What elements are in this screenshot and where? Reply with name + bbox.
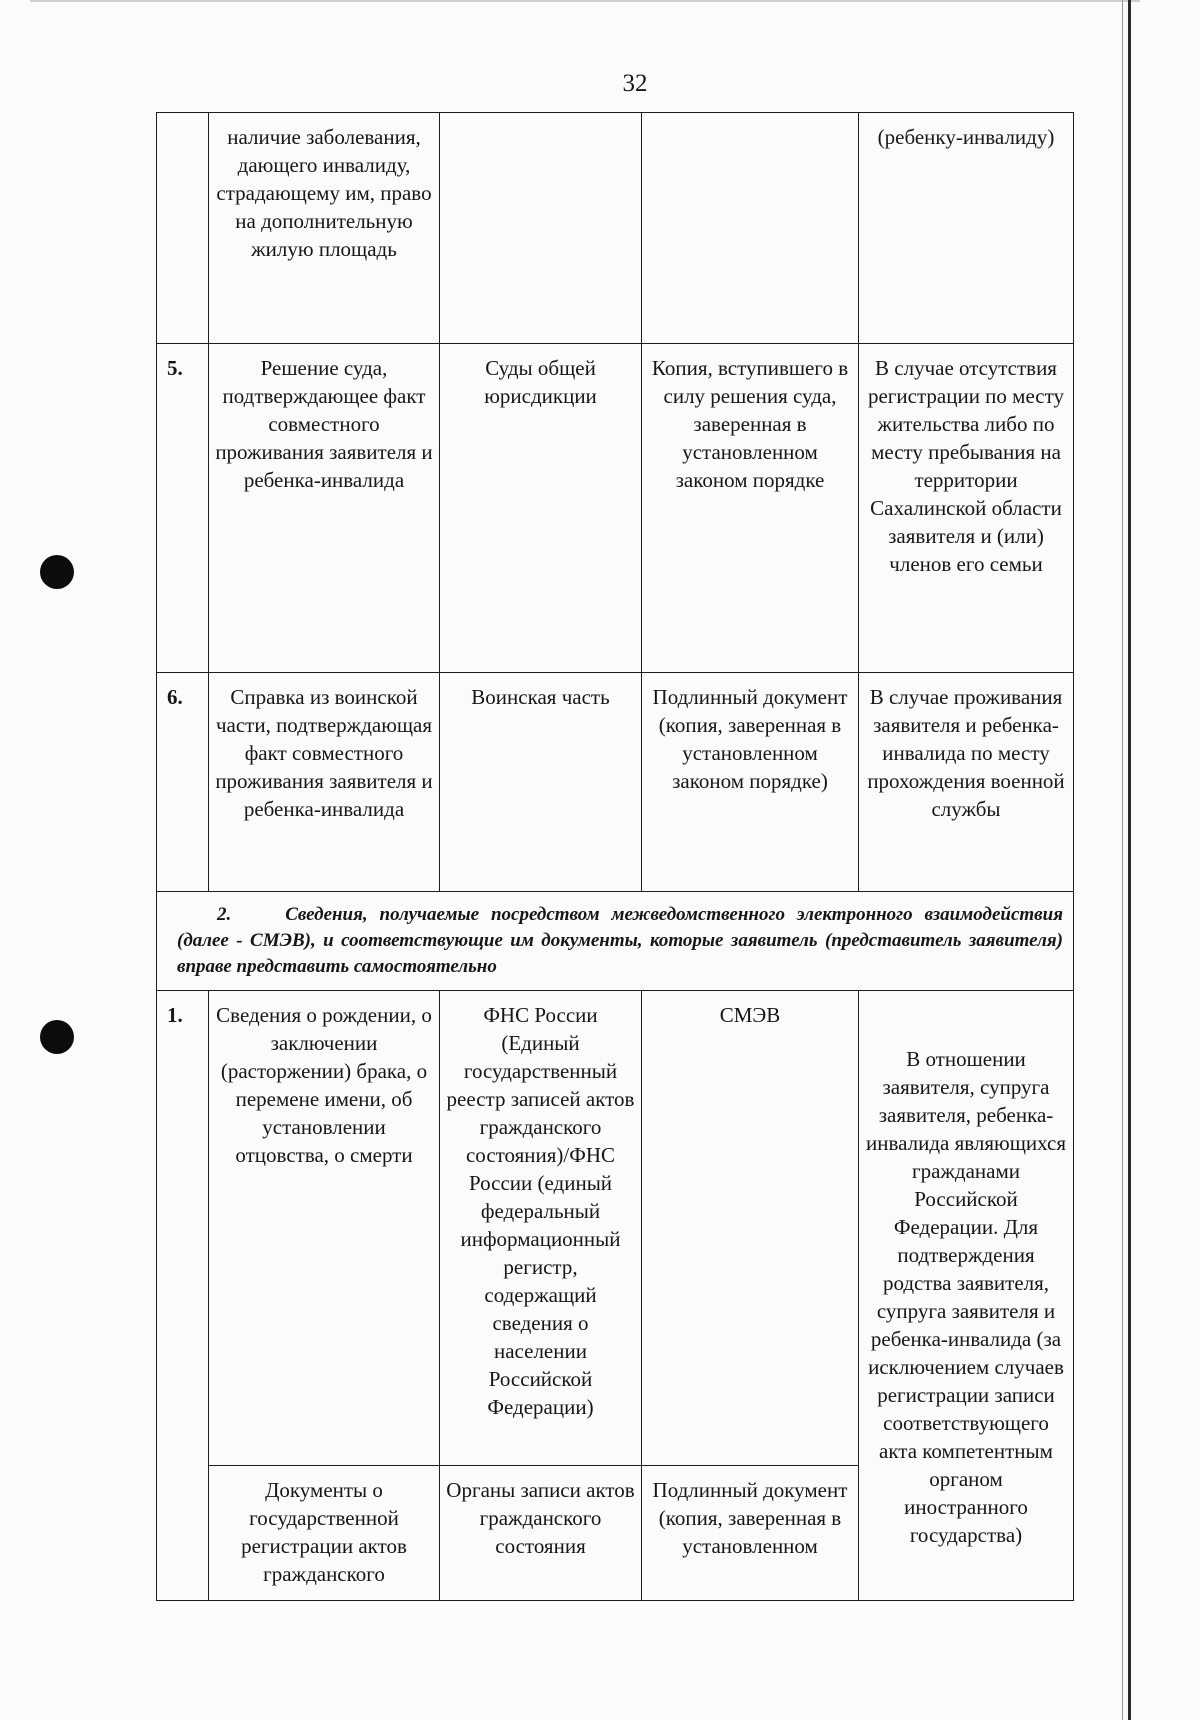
document-cell: Справка из воинской части, подтверждающая факт совместного проживания заявителя и ребенка-инвалида — [209, 673, 440, 892]
note-cell: В случае проживания заявителя и ребенка-инвалида по месту прохождения военной службы — [859, 673, 1074, 892]
documents-table — [156, 112, 1074, 1601]
scan-edge-inner — [1122, 0, 1123, 1720]
section-heading — [157, 892, 1074, 991]
organ-cell: ФНС России (Единый государственный реестр записей актов гражданского состояния)/ФНС России (единый федеральный информационный регистр, содержащий сведения о населении Российской Федерации) — [440, 991, 642, 1466]
table-row — [157, 344, 1074, 673]
table-row — [157, 113, 1074, 344]
row-number: 1. — [157, 991, 209, 1601]
section-title: Сведения, получаемые посредством межведомственного электронного взаимодействия (далее - СМЭВ), и соответствующие им документы, которые заявитель (представитель заявителя) вправе представить самостоятельно — [177, 904, 1063, 977]
scan-edge-right — [1128, 0, 1131, 1720]
punch-hole — [40, 555, 74, 589]
table-row — [157, 991, 1074, 1466]
form-cell: Копия, вступившего в силу решения суда, заверенная в установленном законом порядке — [642, 344, 859, 673]
page-number: 32 — [622, 70, 648, 97]
organ-cell: Суды общей юрисдикции — [440, 344, 642, 673]
row-number — [157, 113, 209, 344]
form-cell: Подлинный документ (копия, заверенная в установленном законом порядке) — [642, 673, 859, 892]
organ-cell: Органы записи актов гражданского состояния — [440, 1466, 642, 1601]
form-cell: СМЭВ — [642, 991, 859, 1466]
note-cell: В отношении заявителя, супруга заявителя, ребенка-инвалида являющихся гражданами Российской Федерации. Для подтверждения родства заявителя, супруга заявителя и ребенка-инвалида (за исключением случаев регистрации записи соответствующего акта компетентным органом иностранного государства) — [859, 991, 1074, 1601]
note-cell: В случае отсутствия регистрации по месту жительства либо по месту пребывания на территории Сахалинской области заявителя и (или) членов его семьи — [859, 344, 1074, 673]
organ-cell: Воинская часть — [440, 673, 642, 892]
row-number: 5. — [157, 344, 209, 673]
organ-cell — [440, 113, 642, 344]
form-cell — [642, 113, 859, 344]
form-cell: Подлинный документ (копия, заверенная в установленном — [642, 1466, 859, 1601]
scan-edge-top — [30, 0, 1140, 2]
document-cell: Решение суда, подтверждающее факт совместного проживания заявителя и ребенка-инвалида — [209, 344, 440, 673]
table-row — [157, 673, 1074, 892]
row-number: 6. — [157, 673, 209, 892]
document-cell: Сведения о рождении, о заключении (расторжении) брака, о перемене имени, об установлении отцовства, о смерти — [209, 991, 440, 1466]
document-cell: Документы о государственной регистрации актов гражданского — [209, 1466, 440, 1601]
section-heading-row — [157, 892, 1074, 991]
section-number: 2. — [217, 904, 232, 925]
document-cell: наличие заболевания, дающего инвалиду, страдающему им, право на дополнительную жилую площадь — [209, 113, 440, 344]
punch-hole — [40, 1020, 74, 1054]
note-cell: (ребенку-инвалиду) — [859, 113, 1074, 344]
